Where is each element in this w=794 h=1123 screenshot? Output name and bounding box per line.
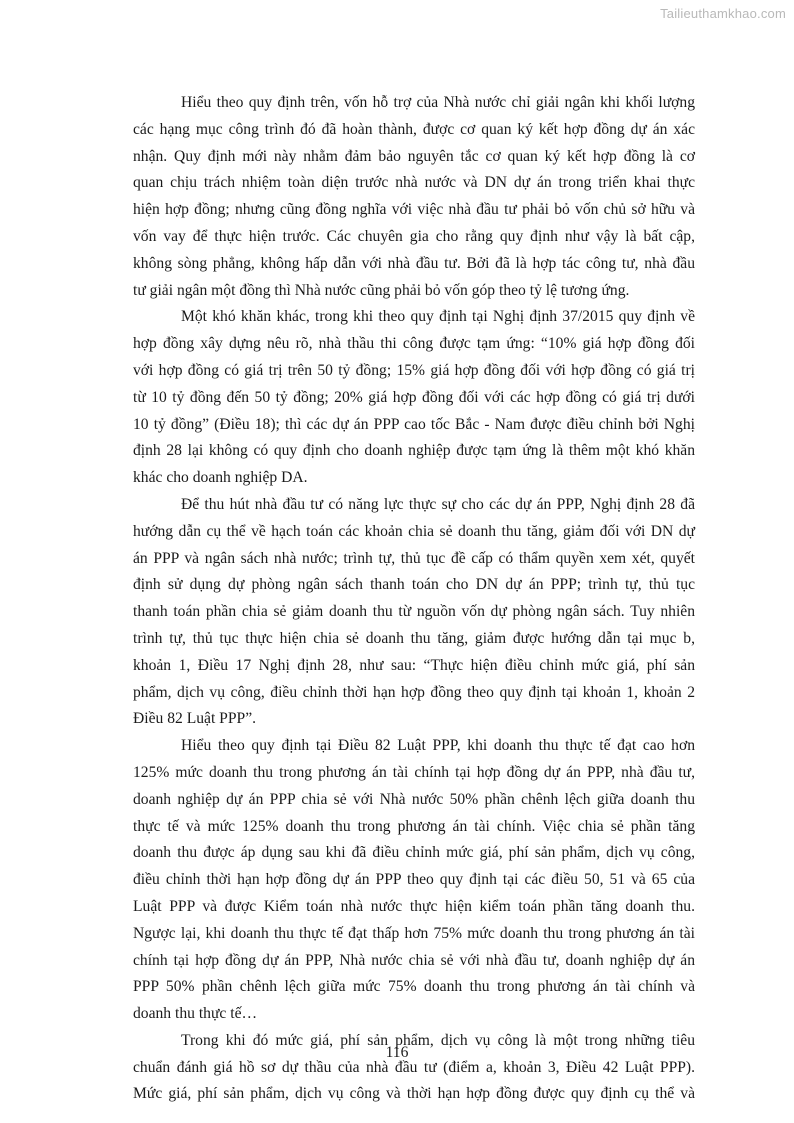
text-line: các hạng mục công trình đó đã hoàn thành, được cơ quan ký kết hợp đồng dự án xác [133,120,695,138]
text-line: PPP 50% phần chênh lệch giữa mức 75% doanh thu trong phương án tài chính và [133,978,695,996]
text-line: phẩm, dịch vụ công, điều chỉnh thời hạn hợp đồng theo quy định tại khoản 1, khoản 2 [133,683,695,701]
text-line: 10 tỷ đồng” (Điều 18); thì các dự án PPP cao tốc Bắc - Nam được điều chỉnh bởi Nghị [133,415,695,433]
text-line: định sử dụng dự phòng ngân sách thanh toán cho DN dự án PPP; trình tự, thủ tục [133,576,695,594]
text-line: hướng dẫn cụ thể về hạch toán các khoản chia sẻ doanh thu tăng, giảm đối với DN dự [133,522,695,540]
text-line: từ 10 tỷ đồng đến 50 tỷ đồng; 20% giá hợp đồng đối với các hợp đồng có giá trị dưới [133,388,695,406]
text-line: vốn vay để thực hiện trước. Các chuyên gia cho rằng quy định như vậy là bất cập, [133,227,695,245]
text-line: hiện hợp đồng; nhưng cũng đồng nghĩa với việc nhà đầu tư phải bỏ vốn chủ sở hữu và [133,201,695,219]
text-line: quan chịu trách nhiệm toàn diện trước nhà nước và DN dự án trong triển khai thực [133,174,695,192]
text-line: Điều 82 Luật PPP”. [133,710,257,728]
text-line: khác cho doanh nghiệp DA. [133,469,308,487]
text-line: Ngược lại, khi doanh thu thực tế đạt thấp hơn 75% mức doanh thu trong phương án tài [133,924,695,942]
text-line: điều chỉnh thời hạn hợp đồng dự án PPP theo quy định tại các điều 50, 51 và 65 của [133,871,695,889]
text-line: thanh toán phần chia sẻ giảm doanh thu từ nguồn vốn dự phòng ngân sách. Tuy nhiên [133,603,695,621]
watermark: Tailieuthamkhao.com [660,6,786,21]
text-line: trình tự, thủ tục thực hiện chia sẻ doanh thu tăng, giảm được hướng dẫn tại mục b, [133,629,695,647]
text-line: Hiểu theo quy định trên, vốn hỗ trợ của Nhà nước chỉ giải ngân khi khối lượng [181,94,695,111]
text-line: không sòng phẳng, không hấp dẫn với nhà đầu tư. Bởi đã là hợp tác công tư, nhà đầu [133,254,695,272]
text-line: thực tế và mức 125% doanh thu trong phương án tài chính. Việc chia sẻ phần tăng [133,817,695,835]
document-body [133,90,695,1108]
paragraph [133,304,695,492]
text-line: doanh nghiệp dự án PPP chia sẻ với Nhà nước 50% phần chênh lệch giữa doanh thu [133,790,695,808]
text-line: 125% mức doanh thu trong phương án tài chính tại hợp đồng dự án PPP, nhà đầu tư, [133,763,695,781]
text-line: Mức giá, phí sản phẩm, dịch vụ công và thời hạn hợp đồng được quy định cụ thể và [133,1085,695,1103]
text-line: Luật PPP và được Kiểm toán nhà nước thực hiện kiểm toán phần tăng doanh thu. [133,897,695,915]
text-line: Một khó khăn khác, trong khi theo quy định tại Nghị định 37/2015 quy định về [181,308,695,326]
paragraph [133,90,695,304]
text-line: hợp đồng xây dựng nêu rõ, nhà thầu thi công được tạm ứng: “10% giá hợp đồng đối [133,335,695,353]
paragraph [133,733,695,1028]
text-line: nhận. Quy định mới này nhằm đảm bảo nguyên tắc cơ quan ký kết hợp đồng là cơ [133,147,695,165]
text-line: khoản 1, Điều 17 Nghị định 28, như sau: “Thực hiện điều chỉnh mức giá, phí sản [133,656,695,674]
text-line: Hiểu theo quy định tại Điều 82 Luật PPP, khi doanh thu thực tế đạt cao hơn [181,737,695,755]
text-line: định 28 lại không có quy định cho doanh nghiệp được tạm ứng là thêm một khó khăn [133,442,695,460]
text-line: Để thu hút nhà đầu tư có năng lực thực sự cho các dự án PPP, Nghị định 28 đã [181,495,695,513]
paragraph [133,1028,695,1108]
page-number: 116 [385,1044,409,1061]
text-line: doanh thu thực tế… [133,1005,258,1023]
text-line: tư giải ngân một đồng thì Nhà nước cũng phải bỏ vốn góp theo tỷ lệ tương ứng. [133,281,630,299]
text-line: Trong khi đó mức giá, phí sản phẩm, dịch vụ công là một trong những tiêu [181,1031,695,1049]
text-line: chuẩn đánh giá hồ sơ dự thầu của nhà đầu tư (điểm a, khoản 3, Điều 42 Luật PPP). [133,1058,695,1076]
text-line: án PPP và ngân sách nhà nước; trình tự, thủ tục đề cấp có thẩm quyền xem xét, quyết [133,549,695,567]
text-line: doanh thu được áp dụng sau khi đã điều chỉnh mức giá, phí sản phẩm, dịch vụ công, [133,844,695,862]
text-line: chính tại hợp đồng dự án PPP, Nhà nước chia sẻ với nhà đầu tư, doanh nghiệp dự án [133,951,695,969]
text-line: với hợp đồng có giá trị trên 50 tỷ đồng; 15% giá hợp đồng đối với hợp đồng có giá trị [133,361,695,379]
paragraph [133,492,695,733]
